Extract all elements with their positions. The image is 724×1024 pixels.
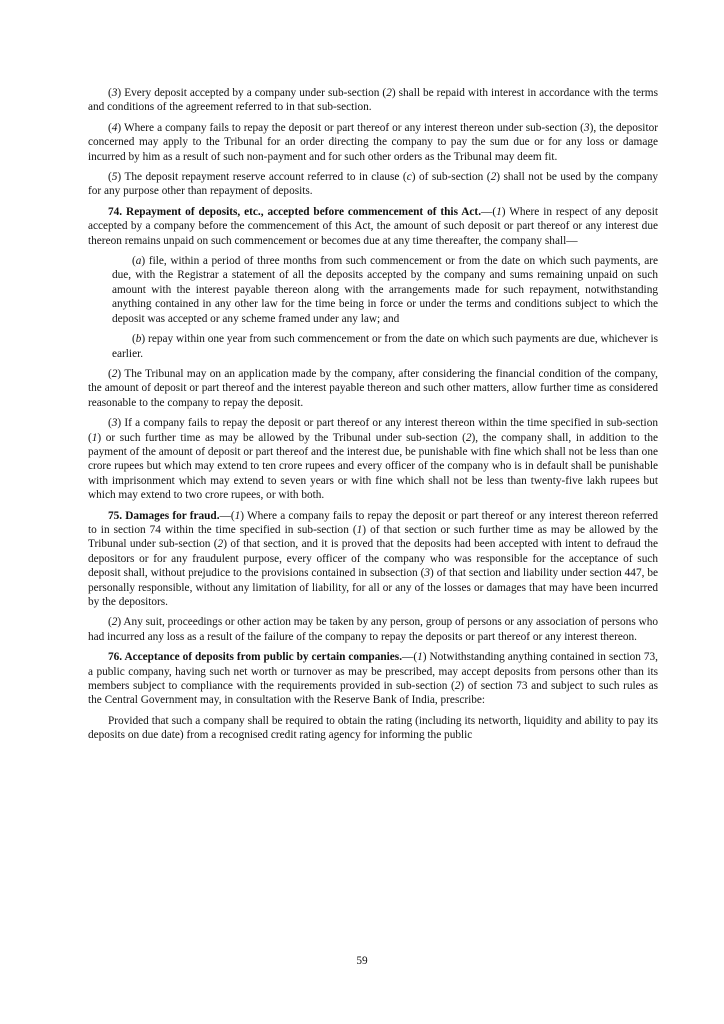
italic-reference: 2	[386, 87, 392, 99]
italic-reference: 2	[454, 680, 461, 693]
paragraph-text: —(	[402, 651, 418, 664]
paragraph-text: ) Where a company fails to repay the deposit or part thereof or any interest thereon referred to in section 74 within the time specified in sub-section (	[88, 509, 658, 536]
paragraph-text: ) of that section and liability under section 447, be personally responsible, without any limitation of liability, for all or any of the losses or damages that may have been incurred by the depositors.	[88, 567, 659, 608]
section-heading: 75. Damages for fraud.	[108, 509, 220, 522]
italic-reference: 2	[111, 367, 118, 380]
italic-reference: 2	[465, 431, 472, 444]
italic-reference: 4	[111, 121, 118, 134]
paragraph-text: ) of sub-section (	[411, 171, 491, 184]
paragraph-text: ) If a company fails to repay the deposit or part thereof or any interest thereon within the time specified in sub-section (	[88, 417, 658, 444]
section-paragraph	[88, 650, 658, 708]
paragraph-text: (	[108, 87, 112, 99]
paragraph-text: ) file, within a period of three months from such commencement or from the date on which such payments, are due, with the Registrar a statement of all the deposits accepted by the company and sums remaining unpaid on such amount with the interest payable thereon along with the arrangements made for such repayment, notwithstanding anything contained in any other law for the time being in force or under the terms and conditions subject to which the deposit was accepted or any scheme framed under any law; and	[112, 255, 658, 325]
italic-reference: a	[135, 255, 142, 268]
clause-paragraph	[112, 254, 658, 326]
paragraph-text: —(	[219, 509, 235, 522]
document-body	[88, 86, 658, 749]
italic-reference: 2	[217, 538, 224, 551]
section-heading: 74. Repayment of deposits, etc., accepted before commencement of this Act.	[108, 205, 482, 218]
clause-paragraph	[112, 332, 658, 361]
page-number: 59	[356, 955, 368, 967]
paragraph-text: (	[132, 255, 136, 268]
paragraph-text: ) Where a company fails to repay the deposit or part thereof or any interest thereon under sub-section (	[117, 121, 584, 134]
paragraph-text: ) The deposit repayment reserve account referred to in clause (	[117, 171, 407, 184]
italic-reference: 1	[356, 523, 363, 536]
paragraph-text: ) shall not be used by the company for any purpose other than repayment of deposits.	[88, 171, 658, 198]
paragraph-text: (	[108, 367, 112, 380]
paragraph-text: ) or such further time as may be allowed by the Tribunal under sub-section (	[97, 431, 466, 444]
paragraph-text: ), the company shall, in addition to the payment of the amount of deposit or part thereof and the interest due, be punishable with fine which shall not be less than one crore rupees but which may extend to ten crore rupees and every officer of the company who is in default shall be punishable with imprisonment which may extend to seven years or with fine which shall not be less than twenty-five lakh rupees but which may extend to two crore rupees, or with both.	[88, 431, 658, 502]
subsection-paragraph	[88, 615, 658, 644]
paragraph-text: ) shall be repaid with interest in accordance with the terms and conditions of the agreement referred to in that sub-section.	[88, 87, 658, 114]
italic-reference: 1	[496, 205, 502, 218]
subsection-paragraph	[88, 367, 658, 410]
section-heading: 76. Acceptance of deposits from public by certain companies.	[108, 651, 403, 664]
paragraph-text: Provided that such a company shall be required to obtain the rating (including its networth, liquidity and ability to pay its deposits on due date) from a recognised credit rating agency for informing the public	[88, 714, 658, 742]
italic-reference: 1	[417, 651, 423, 664]
paragraph-text: (	[132, 333, 136, 346]
subsection-paragraph	[88, 170, 658, 199]
paragraph-text: (	[108, 121, 112, 134]
italic-reference: c	[406, 171, 412, 184]
italic-reference: b	[135, 333, 142, 346]
paragraph-text: ) of section 73 and subject to such rules as the Central Government may, in consultation with the Reserve Bank of India, prescribe:	[88, 680, 658, 707]
subsection-paragraph	[88, 714, 658, 743]
paragraph-text: (	[108, 417, 112, 430]
paragraph-text: ) Every deposit accepted by a company under sub-section (	[117, 87, 387, 99]
paragraph-text: ) repay within one year from such commencement or from the date on which such payments are due, whichever is earlier.	[112, 333, 658, 360]
paragraph-text: (	[108, 616, 112, 629]
italic-reference: 3	[424, 567, 431, 580]
paragraph-text: ) Notwithstanding anything contained in section 73, a public company, having such net worth or turnover as may be prescribed, may accept deposits from persons other than its members subject to compliance with the requirements provided in sub-section (	[88, 651, 658, 693]
italic-reference: 1	[234, 509, 241, 522]
subsection-paragraph	[88, 416, 658, 502]
paragraph-text: ) Where in respect of any deposit accepted by a company before the commencement of this Act, the amount of such deposit or part thereof or any interest due thereon remains unpaid on such commencement or becomes due at any time thereafter, the company shall—	[88, 205, 658, 247]
section-paragraph	[88, 205, 658, 248]
paragraph-text: (	[108, 171, 112, 184]
italic-reference: 1	[91, 431, 98, 444]
italic-reference: 3	[583, 121, 590, 134]
paragraph-text: ), the depositor concerned may apply to the Tribunal for an order directing the company to pay the sum due or for any loss or damage incurred by him as a result of such non-payment and for such other orders as the Tribunal may deem fit.	[88, 121, 658, 163]
italic-reference: 5	[111, 171, 118, 184]
italic-reference: 3	[111, 417, 118, 430]
section-paragraph	[88, 509, 658, 610]
paragraph-text: ) of that section, and it is proved that the deposits had been accepted with intent to defraud the depositors or for any fraudulent purpose, every officer of the company who was responsible for the acceptance of such deposit shall, without prejudice to the provisions contained in subsection (	[88, 538, 658, 580]
italic-reference: 2	[490, 171, 497, 184]
paragraph-text: —(	[481, 205, 497, 218]
italic-reference: 3	[111, 87, 118, 99]
italic-reference: 2	[111, 616, 118, 629]
paragraph-text: ) Any suit, proceedings or other action may be taken by any person, group of persons or any association of persons who had incurred any loss as a result of the failure of the company to repay the deposits or part thereof or any interest thereon.	[88, 616, 658, 643]
subsection-paragraph	[88, 121, 658, 164]
paragraph-text: ) The Tribunal may on an application made by the company, after considering the financial condition of the company, the amount of deposit or part thereof and the interest payable thereon and such other matters, allow further time as considered reasonable to the company to repay the deposit.	[88, 367, 658, 409]
subsection-paragraph	[88, 86, 658, 115]
paragraph-text: ) of that section or such further time as may be allowed by the Tribunal under sub-section (	[88, 523, 658, 551]
